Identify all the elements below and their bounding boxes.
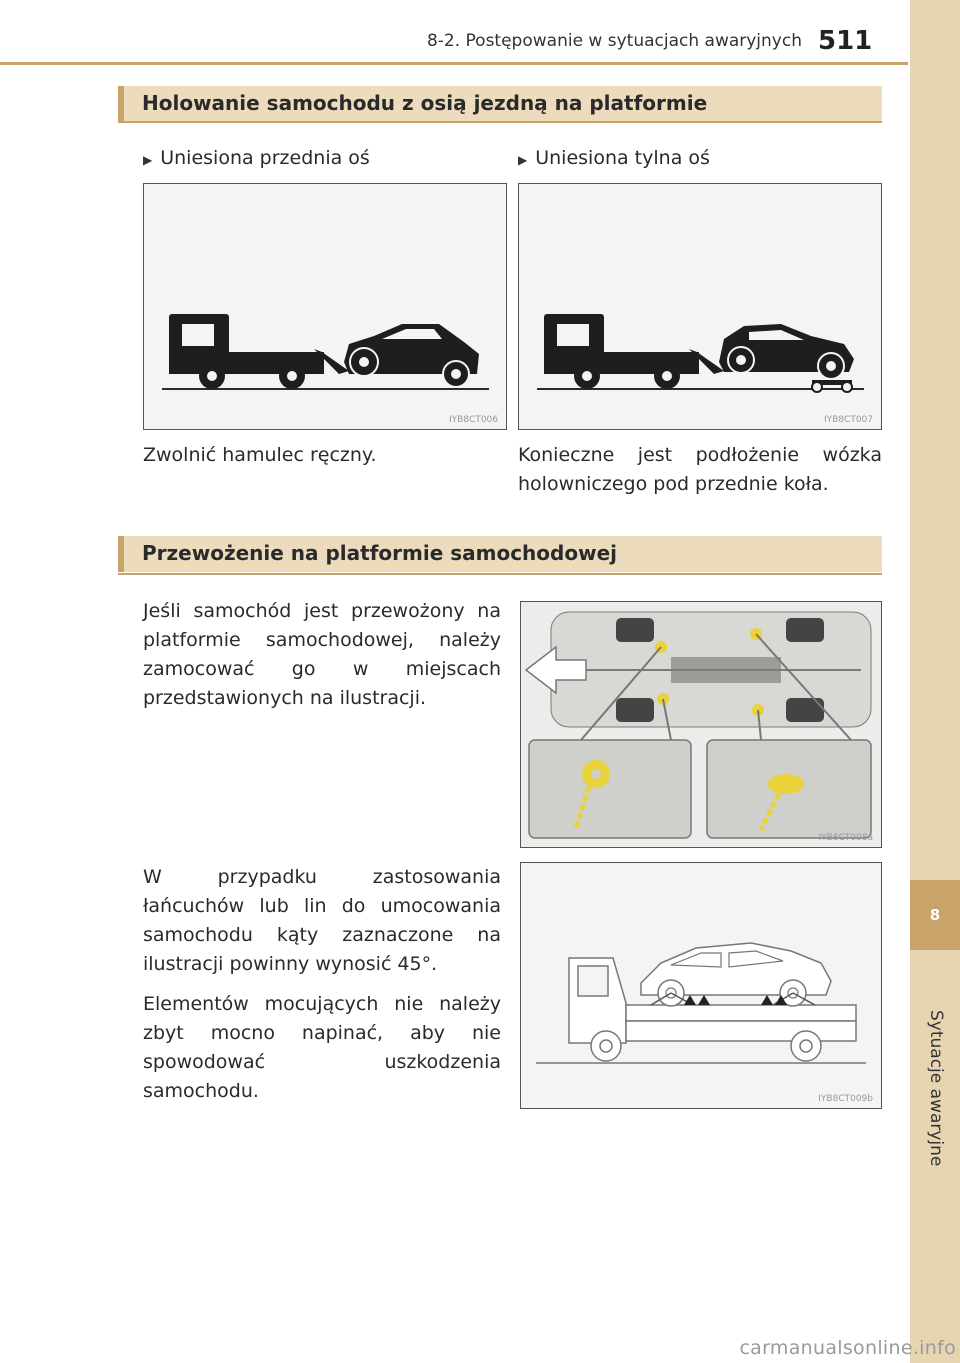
underbody-tie-down-illustration [521, 602, 881, 847]
chapter-name: Sytuacje awaryjne [926, 1010, 946, 1167]
figure-rear-lift [518, 183, 882, 430]
section-rule [118, 121, 882, 123]
figure-flatbed-angles [520, 862, 882, 1109]
section-heading-transport [118, 536, 882, 572]
caption-front-lift: Zwolnić hamulec ręczny. [143, 444, 377, 466]
section-heading-towing [118, 86, 882, 122]
flatbed-truck-illustration [521, 863, 881, 1108]
chapter-number: 8 [929, 906, 941, 924]
figure-code: IYB8CT006 [448, 415, 498, 425]
figure-code: IYB8CT007 [823, 415, 873, 425]
figure-code: IYB8CT008a [818, 833, 873, 843]
tow-truck-rear-lift-illustration [519, 184, 881, 429]
chapter-number-box [910, 880, 960, 950]
subheading-text: Uniesiona tylna oś [535, 147, 710, 169]
section-heading-text: Przewożenie na platformie samochodowej [142, 541, 617, 565]
subheading-text: Uniesiona przednia oś [160, 147, 370, 169]
caption-rear-lift: Konieczne jest podłożenie wózka holowniczego pod przednie koła. [518, 444, 882, 495]
paragraph-angle: W przypadku zastosowania łańcuchów lub lin do umocowania samochodu kąty zaznaczone na ilustracji powinny wynosić 45°. [143, 866, 501, 975]
tow-truck-front-lift-illustration [144, 184, 506, 429]
section-heading-text: Holowanie samochodu z osią jezdną na platformie [142, 91, 708, 115]
header-rule [0, 62, 908, 65]
figure-code: IYB8CT009b [818, 1094, 873, 1104]
section-rule [118, 573, 882, 575]
triangle-right-icon: ▶ [518, 153, 528, 167]
paragraph-tie-down: Jeśli samochód jest przewożony na platformie samochodowej, należy zamocować go w miejscach przedstawionych na ilustracji. [143, 600, 501, 709]
triangle-right-icon: ▶ [143, 153, 153, 167]
subheading-front-axle [143, 147, 370, 169]
paragraph-tension: Elementów mocujących nie należy zbyt mocno napinać, aby nie spowodować uszkodzenia samochodu. [143, 993, 501, 1102]
figure-tie-down-points [520, 601, 882, 848]
page-number: 511 [818, 26, 873, 56]
header-section-title: 8-2. Postępowanie w sytuacjach awaryjnych [426, 31, 802, 51]
figure-front-lift [143, 183, 507, 430]
subheading-rear-axle [518, 147, 710, 169]
watermark: carmanualsonline.info [739, 1337, 956, 1359]
